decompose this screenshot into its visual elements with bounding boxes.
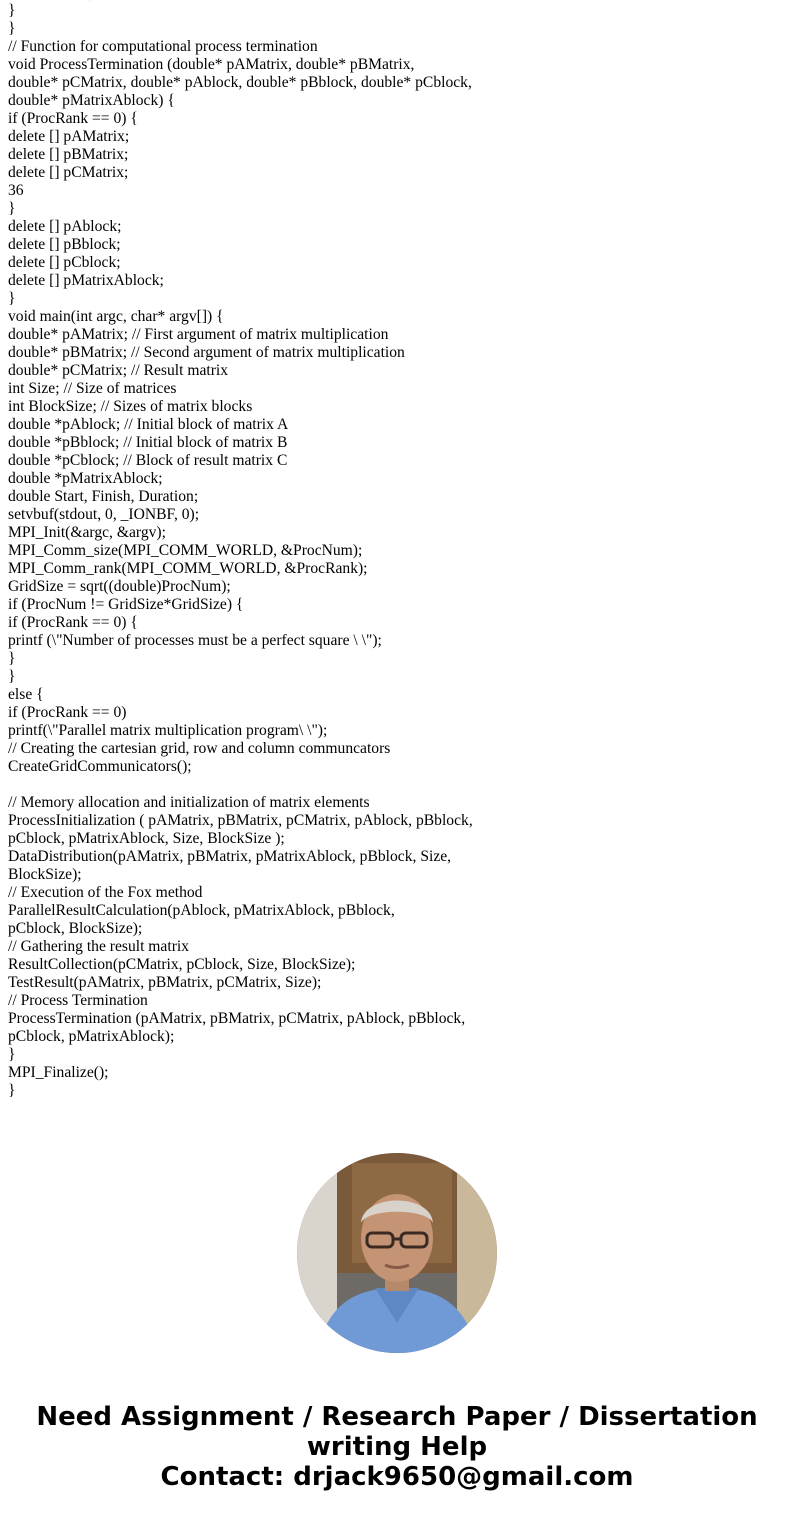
code-line: } (8, 2, 16, 19)
banner-line-2: writing Help (306, 1432, 488, 1462)
code-line: delete [] pAblock; (8, 218, 122, 235)
code-line: double* pBMatrix; // Second argument of matrix multiplication (8, 344, 405, 361)
author-avatar (297, 1153, 497, 1353)
code-line: // Creating the cartesian grid, row and column communcators (8, 740, 391, 757)
code-line: } (8, 668, 16, 685)
code-line: else { (8, 686, 44, 703)
code-line: double* pCMatrix, double* pAblock, double* pBblock, double* pCblock, (8, 74, 472, 91)
code-line: double* pCMatrix; // Result matrix (8, 362, 229, 379)
code-line: ParallelResultCalculation(pAblock, pMatrixAblock, pBblock, (8, 902, 395, 919)
code-line: ProcessInitialization ( pAMatrix, pBMatrix, pCMatrix, pAblock, pBblock, (8, 812, 473, 829)
code-line: double *pAblock; // Initial block of matrix A (8, 416, 289, 433)
code-line: pCblock, pMatrixAblock, Size, BlockSize ); (8, 830, 285, 847)
code-line: delete [] pBMatrix; (8, 146, 129, 163)
code-line: MPI_Comm_rank(MPI_COMM_WORLD, &ProcRank); (8, 560, 368, 577)
code-line: } (8, 20, 16, 37)
code-line: delete [] pCMatrix; (8, 164, 129, 181)
code-line: // Gathering the result matrix (8, 938, 190, 955)
code-line: pCblock, pMatrixAblock); (8, 1028, 175, 1045)
code-line: } (8, 200, 16, 217)
code-line: printf(\"Parallel matrix multiplication program\ \"); (8, 722, 328, 739)
code-line: pCblock, BlockSize); (8, 920, 143, 937)
code-line: CreateGridCommunicators(); (8, 758, 192, 775)
code-line: } (8, 1082, 16, 1099)
code-line: delete [] pAMatrix; (8, 128, 130, 145)
code-line: } (8, 650, 16, 667)
promo-banner (0, 1402, 794, 1492)
code-line: double* pAMatrix; // First argument of matrix multiplication (8, 326, 389, 343)
code-line: BlockSize); (8, 866, 82, 883)
code-line: MPI_Finalize(); (8, 1064, 109, 1081)
code-line: 36 (8, 182, 24, 199)
code-line: double *pMatrixAblock; (8, 470, 163, 487)
banner-line-1: Need Assignment / Research Paper / Dissertation (36, 1402, 758, 1432)
code-line: setvbuf(stdout, 0, _IONBF, 0); (8, 506, 200, 523)
code-line: // Function for computational process termination (8, 38, 318, 55)
code-line: double Start, Finish, Duration; (8, 488, 199, 505)
code-line: delete [] pMatrixAblock; (8, 272, 164, 289)
code-line: // Memory allocation and initialization of matrix elements (8, 794, 370, 811)
code-line: delete [] pCblock; (8, 254, 121, 271)
code-line: // Execution of the Fox method (8, 884, 203, 901)
code-line: ResultCollection(pCMatrix, pCblock, Size, BlockSize); (8, 956, 356, 973)
code-line: TestResult(pAMatrix, pBMatrix, pCMatrix, Size); (8, 974, 322, 991)
code-line: double *pCblock; // Block of result matrix C (8, 452, 288, 469)
code-line: } (8, 290, 16, 307)
code-line: if (ProcNum != GridSize*GridSize) { (8, 596, 244, 613)
code-line (8, 776, 778, 794)
code-line: // Process Termination (8, 992, 148, 1009)
code-line: if (ProcRank == 0) { (8, 614, 138, 631)
code-line: int BlockSize; // Sizes of matrix blocks (8, 398, 253, 415)
banner-contact: Contact: drjack9650@gmail.com (160, 1462, 634, 1492)
code-line: } (8, 1046, 16, 1063)
code-line: int Size; // Size of matrices (8, 380, 177, 397)
code-line: void ProcessTermination (double* pAMatrix, double* pBMatrix, (8, 56, 415, 73)
code-line: printf (\"Number of processes must be a perfect square \ \"); (8, 632, 382, 649)
code-line: if (ProcRank == 0) { (8, 110, 138, 127)
code-line: double* pMatrixAblock) { (8, 92, 175, 109)
code-line: MPI_Comm_size(MPI_COMM_WORLD, &ProcNum); (8, 542, 363, 559)
person-photo-icon (297, 1153, 497, 1353)
code-line: MPI_Init(&argc, &argv); (8, 524, 166, 541)
code-line: void main(int argc, char* argv[]) { (8, 308, 224, 325)
code-line: double *pBblock; // Initial block of matrix B (8, 434, 288, 451)
code-line: delete [] pBblock; (8, 236, 121, 253)
code-line: DataDistribution(pAMatrix, pBMatrix, pMatrixAblock, pBblock, Size, (8, 848, 452, 865)
code-line: if (ProcRank == 0) (8, 704, 127, 721)
code-listing (8, 0, 778, 1100)
code-line: GridSize = sqrt((double)ProcNum); (8, 578, 231, 595)
code-line: ProcessTermination (pAMatrix, pBMatrix, pCMatrix, pAblock, pBblock, (8, 1010, 466, 1027)
